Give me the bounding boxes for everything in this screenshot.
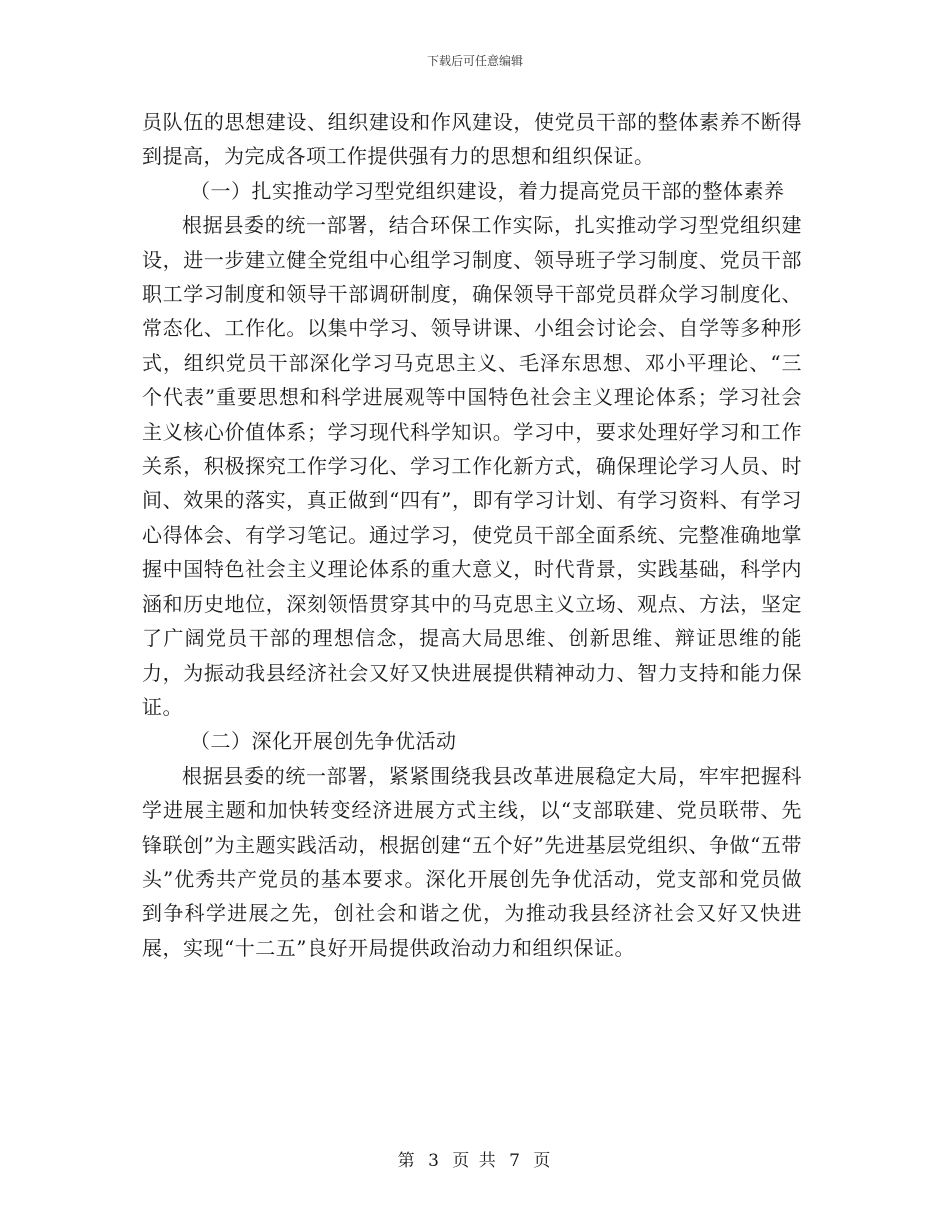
footer-middle: 页 共: [452, 1151, 498, 1171]
total-pages-number: 7: [509, 1151, 522, 1171]
current-page-number: 3: [428, 1151, 441, 1171]
footer-prefix: 第: [397, 1151, 417, 1171]
page-header-note: 下载后可任意编辑: [426, 54, 523, 68]
footer-suffix: 页: [533, 1151, 553, 1171]
page-footer: [0, 1150, 950, 1172]
section-heading-2: （二）深化开展创先争优活动: [190, 729, 457, 754]
section-heading-1: （一）扎实推动学习型党组织建设，着力提高党员干部的整体素养: [190, 178, 785, 203]
paragraph-continuation: 员队伍的思想建设、组织建设和作风建设，使党员干部的整体素养不断得到提高，为完成各项工作提供强有力的思想和组织保证。: [142, 110, 802, 169]
paragraph-excellence-activity: 根据县委的统一部署，紧紧围绕我县改革进展稳定大局，牢牢把握科学进展主题和加快转变经济进展方式主线，以“支部联建、党员联带、先锋联创”为主题实践活动，根据创建“五个好”先进基层党组织、争做“五带头”优秀共产党员的基本要求。深化开展创先争优活动，党支部和党员做到争科学进展之先，创社会和谐之优，为推动我县经济社会又好又快进展，实现“十二五”良好开局提供政治动力和组织保证。: [142, 763, 802, 960]
paragraph-study-organization: 根据县委的统一部署，结合环保工作实际，扎实推动学习型党组织建设，进一步建立健全党组中心组学习制度、领导班子学习制度、党员干部职工学习制度和领导干部调研制度，确保领导干部党员群众学习制度化、常态化、工作化。以集中学习、领导讲课、小组会讨论会、自学等多种形式，组织党员干部深化学习马克思主义、毛泽东思想、邓小平理论、“三个代表”重要思想和科学进展观等中国特色社会主义理论体系；学习社会主义核心价值体系；学习现代科学知识。学习中，要求处理好学习和工作关系，积极探究工作学习化、学习工作化新方式，确保理论学习人员、时间、效果的落实，真正做到“四有”，即有学习计划、有学习资料、有学习心得体会、有学习笔记。通过学习，使党员干部全面系统、完整准确地掌握中国特色社会主义理论体系的重大意义，时代背景，实践基础，科学内涵和历史地位，深刻领悟贯穿其中的马克思主义立场、观点、方法，坚定了广阔党员干部的理想信念，提高大局思维、创新思维、辩证思维的能力，为振动我县经济社会又好又快进展提供精神动力、智力支持和能力保证。: [142, 213, 802, 719]
document-body: [142, 105, 802, 965]
